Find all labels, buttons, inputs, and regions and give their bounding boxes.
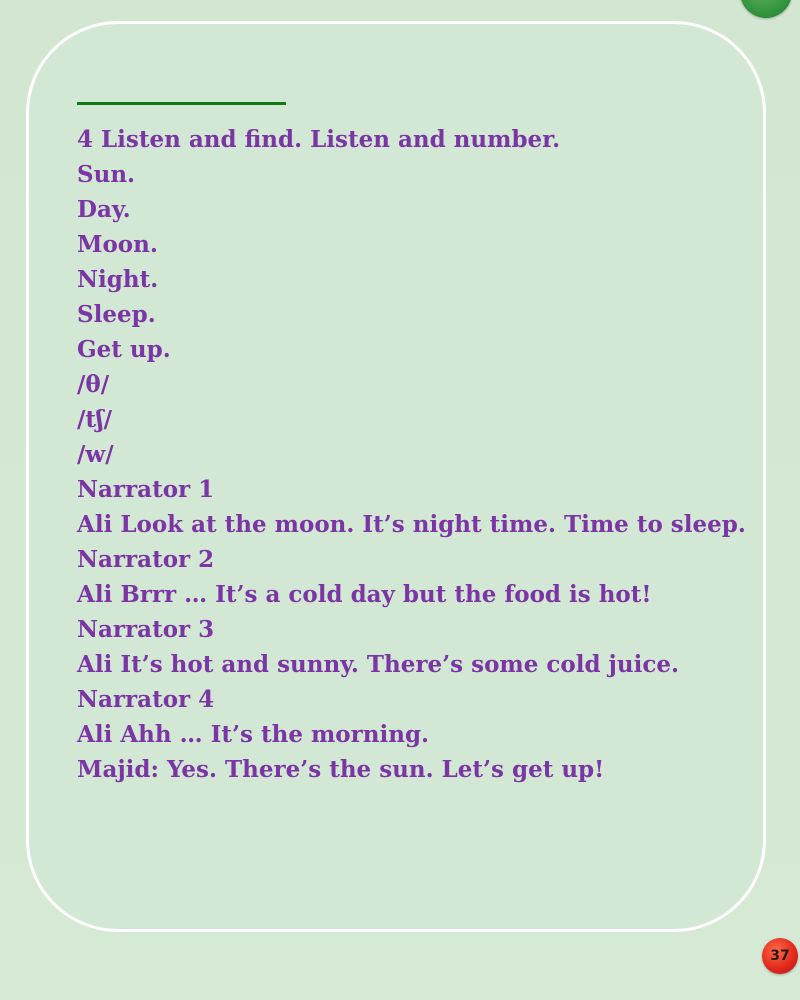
narrator-label: Narrator 1 bbox=[77, 476, 215, 503]
transcript-text bbox=[77, 122, 767, 787]
narrator-label: Narrator 4 bbox=[77, 686, 215, 713]
page-number-badge: 37 bbox=[762, 938, 798, 974]
text-line: Get up. bbox=[77, 336, 171, 363]
dialogue-line: Ali Ahh … It’s the morning. bbox=[77, 721, 430, 748]
text-line: Day. bbox=[77, 196, 131, 223]
narrator-label: Narrator 3 bbox=[77, 616, 215, 643]
narrator-label: Narrator 2 bbox=[77, 546, 215, 573]
text-line: Sun. bbox=[77, 161, 136, 188]
phonetic-line: /w/ bbox=[77, 441, 114, 468]
text-line: Sleep. bbox=[77, 301, 156, 328]
phonetic-line: /tʃ/ bbox=[77, 406, 113, 433]
text-line: Night. bbox=[77, 266, 159, 293]
text-line: Moon. bbox=[77, 231, 158, 258]
dialogue-line: Majid: Yes. There’s the sun. Let’s get up! bbox=[77, 756, 605, 783]
exercise-heading: 4 Listen and find. Listen and number. bbox=[77, 126, 561, 153]
heading-rule bbox=[77, 102, 286, 105]
phonetic-line: /θ/ bbox=[77, 371, 110, 398]
dialogue-line: Ali Brrr … It’s a cold day but the food is hot! bbox=[77, 581, 652, 608]
dialogue-line: Ali Look at the moon. It’s night time. Time to sleep. bbox=[77, 511, 746, 538]
dialogue-line: Ali It’s hot and sunny. There’s some cold juice. bbox=[77, 651, 679, 678]
